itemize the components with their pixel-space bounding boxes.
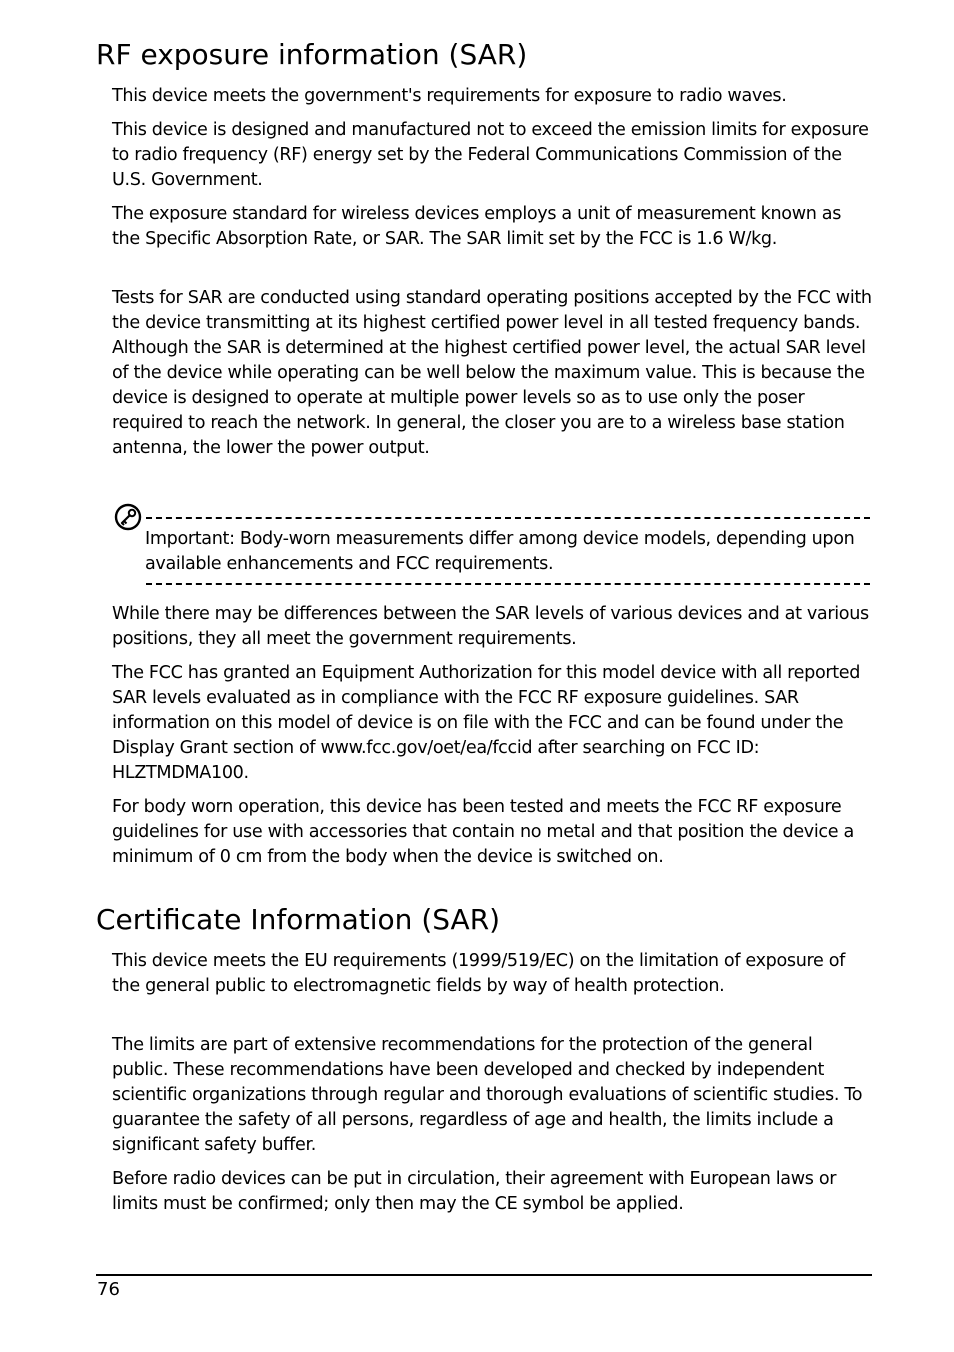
cert-paragraph-1: This device meets the EU requirements (1999/519/EC) on the limitation of exposure of the general public to electromagnetic fields by way of health protection. <box>112 951 845 996</box>
cert-paragraph-3: Before radio devices can be put in circulation, their agreement with European laws or limits must be confirmed; only then may the CE symbol be applied. <box>112 1169 837 1214</box>
important-note <box>114 502 870 588</box>
note-label: Important: <box>145 529 235 549</box>
section-title-rf-exposure: RF exposure information (SAR) <box>96 38 528 71</box>
important-key-icon <box>114 502 144 532</box>
rf-paragraph-6: The FCC has granted an Equipment Authorization for this model device with all reported SAR levels evaluated as in compliance with the FCC RF exposure guidelines. SAR information on this model of device is on file with the FCC and can be found under the Display Grant section of www.fcc.gov/oet/ea/fccid after searching on FCC ID: HLZTMDMA100. <box>112 663 861 783</box>
note-text <box>145 527 865 577</box>
footer-divider <box>96 1274 872 1276</box>
rf-paragraph-1: This device meets the government's requirements for exposure to radio waves. <box>112 86 787 106</box>
note-bottom-divider <box>146 583 870 585</box>
rf-paragraph-2: This device is designed and manufactured not to exceed the emission limits for exposure to radio frequency (RF) energy set by the Federal Communications Commission of the U.S. Government. <box>112 120 869 190</box>
note-top-divider <box>146 517 870 519</box>
page-number: 76 <box>97 1279 120 1300</box>
note-body: Body-worn measurements differ among device models, depending upon available enhancements and FCC requirements. <box>145 529 855 574</box>
rf-paragraph-3: The exposure standard for wireless devices employs a unit of measurement known as the Specific Absorption Rate, or SAR. The SAR limit set by the FCC is 1.6 W/kg. <box>112 204 842 249</box>
rf-paragraph-5: While there may be differences between the SAR levels of various devices and at various positions, they all meet the government requirements. <box>112 604 869 649</box>
rf-paragraph-4: Tests for SAR are conducted using standard operating positions accepted by the FCC with the device transmitting at its highest certified power level in all tested frequency bands. Although the SAR is determined at the highest certified power level, the actual SAR level of the device while operating can be well below the maximum value. This is because the device is designed to operate at multiple power levels so as to use only the poser required to reach the network. In general, the closer you are to a wireless base station antenna, the lower the power output. <box>112 288 872 458</box>
rf-paragraph-7: For body worn operation, this device has been tested and meets the FCC RF exposure guidelines for use with accessories that contain no metal and that position the device a minimum of 0 cm from the body when the device is switched on. <box>112 797 854 867</box>
section-title-certificate: Certificate Information (SAR) <box>96 903 501 936</box>
cert-paragraph-2: The limits are part of extensive recommendations for the protection of the general public. These recommendations have been developed and checked by independent scientific organizations through regular and thorough evaluations of scientific studies. To guarantee the safety of all persons, regardless of age and health, the limits include a significant safety buffer. <box>112 1035 863 1155</box>
